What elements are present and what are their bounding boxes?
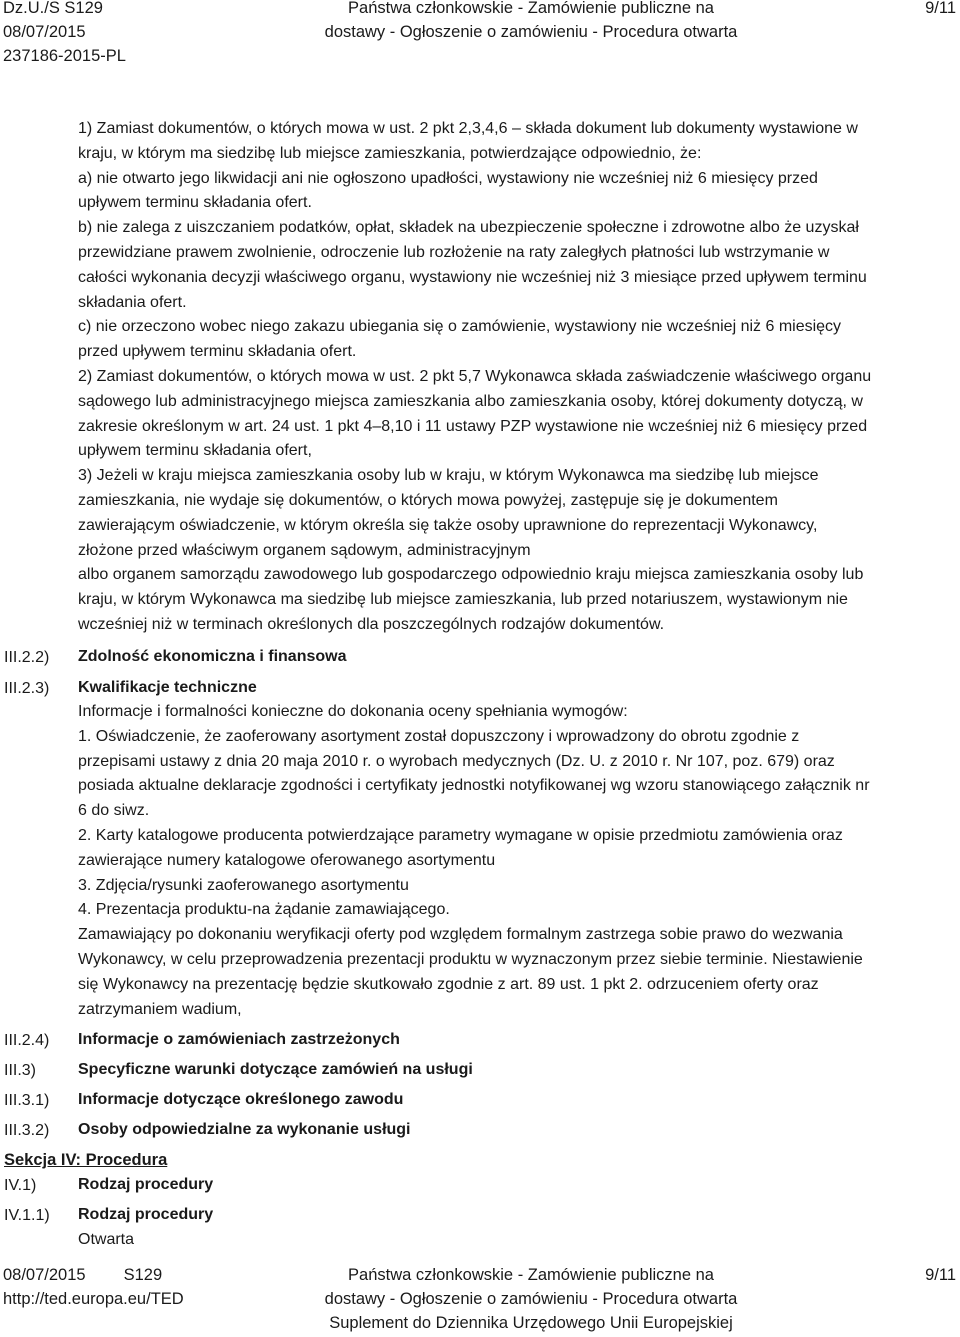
text-line: całości wykonania decyzji właściwego organu, wystawiony nie wcześniej niż 3 miesiące przed upływem terminu xyxy=(78,268,867,286)
page-header xyxy=(0,0,960,68)
text-line: wcześniej niż w terminach określonych dla poszczególnych rodzajów dokumentów. xyxy=(78,615,665,633)
text-line: złożone przed właściwym organem sądowym, administracyjnym xyxy=(78,541,531,559)
text-line: 3) Jeżeli w kraju miejsca zamieszkania osoby lub w kraju, w którym Wykonawca ma siedzibę lub miejsce xyxy=(78,467,819,485)
section-number: III.3) xyxy=(4,1062,37,1079)
section-title: Sekcja IV: Procedura xyxy=(4,1151,168,1169)
header-title-line-1: Państwa członkowskie - Zamówienie publiczne na xyxy=(348,0,714,17)
text-line: 2. Karty katalogowe producenta potwierdzające parametry wymagane w opisie przedmiotu zamówienia oraz xyxy=(78,826,843,844)
footer-title-line-1: Państwa członkowskie - Zamówienie publiczne na xyxy=(348,1266,714,1284)
text-line: Informacje i formalności konieczne do dokonania oceny spełniania wymogów: xyxy=(78,703,628,720)
text-line: 1) Zamiast dokumentów, o których mowa w ust. 2 pkt 2,3,4,6 – składa dokument lub dokumenty wystawione w xyxy=(78,120,858,137)
header-left xyxy=(3,0,126,68)
text-line: przewidziane prawem zwolnienie, odroczenie lub rozłożenie na raty zaległych płatności lub wstrzymanie w xyxy=(78,243,830,261)
text-line: upływem terminu składania ofert. xyxy=(78,194,312,212)
footer-title-line-3: Suplement do Dziennika Urzędowego Unii Europejskiej xyxy=(329,1314,733,1332)
section-heading: Kwalifikacje techniczne xyxy=(78,679,257,696)
journal-ref: Dz.U./S S129 xyxy=(3,0,103,17)
text-line: 6 do siwz. xyxy=(78,802,150,820)
text-line: przed upływem terminu składania ofert. xyxy=(78,343,357,361)
section-number: III.2.4) xyxy=(4,1032,50,1049)
section-heading: Informacje o zamówieniach zastrzeżonych xyxy=(78,1031,400,1048)
text-line: albo organem samorządu zawodowego lub gospodarczego odpowiednio kraju miejsca zamieszkania osoby lub xyxy=(78,566,864,584)
section-heading: Rodzaj procedury xyxy=(78,1176,214,1193)
procedure-type-value: Otwarta xyxy=(78,1231,135,1248)
text-line: kraju, w którym ma siedzibę lub miejsce zamieszkania, potwierdzające odpowiednio, że: xyxy=(78,144,702,162)
technical-qualifications-text xyxy=(78,700,956,1022)
text-line: zamieszkania, nie wydaje się dokumentów, o których mowa powyżej, zastępuje się je dokumentem xyxy=(78,491,778,509)
text-line: zakresie określonym w art. 24 ust. 1 pkt 4–8,10 i 11 ustawy PZP wystawione nie wcześniej niż 6 miesięcy przed xyxy=(78,417,868,435)
text-line: 4. Prezentacja produktu-na żądanie zamawiającego. xyxy=(78,901,450,919)
header-date: 08/07/2015 xyxy=(3,23,86,41)
footer-date-issue xyxy=(3,1263,184,1287)
text-line: kraju, w którym Wykonawca ma siedzibę lub miejsce zamieszkania, lub przed notariuszem, wystawionym nie xyxy=(78,591,848,609)
text-line: się Wykonawcy na prezentację będzie skutkowało zgodnie z art. 89 ust. 1 pkt 2. odrzuceniem oferty oraz xyxy=(78,975,819,993)
text-line: sądowego lub administracyjnego miejsca zamieszkania albo zamieszkania osoby, której dokumenty dotyczą, w xyxy=(78,392,863,410)
footer-title-line-2: dostawy - Ogłoszenie o zamówieniu - Procedura otwarta xyxy=(324,1290,738,1308)
text-line: c) nie orzeczono wobec niego zakazu ubiegania się o zamówienie, wystawiony nie wcześniej niż 6 miesięcy xyxy=(78,318,842,336)
section-number: IV.1.1) xyxy=(4,1207,50,1224)
footer-issue: S129 xyxy=(123,1266,163,1284)
text-line: upływem terminu składania ofert, xyxy=(78,442,312,460)
text-line: Zamawiający po dokonaniu weryfikacji oferty pod względem formalnym zastrzega sobie prawo do wezwania xyxy=(78,926,843,944)
text-line: posiada aktualne deklaracje zgodności i certyfikaty jednostki notyfikowanej wg wzoru stanowiącego załącznik nr xyxy=(78,777,870,795)
section-number: III.3.2) xyxy=(4,1122,50,1139)
section-heading: Osoby odpowiedzialne za wykonanie usługi xyxy=(78,1121,411,1138)
footer-center xyxy=(305,1263,757,1335)
section-heading: Informacje dotyczące określonego zawodu xyxy=(78,1091,404,1108)
footer-date: 08/07/2015 xyxy=(3,1266,86,1284)
header-page-number: 9/11 xyxy=(925,0,956,17)
footer-left xyxy=(3,1263,184,1311)
text-line: zawierające numery katalogowe oferowanego asortymentu xyxy=(78,851,496,869)
notice-number: 237186-2015-PL xyxy=(3,47,126,65)
section-number: III.3.1) xyxy=(4,1092,50,1109)
text-line: zawierającym oświadczenie, w którym określa się także osoby uprawnione do reprezentacji Wykonawcy, xyxy=(78,516,818,534)
header-center xyxy=(305,0,757,44)
section-number: III.2.3) xyxy=(4,680,50,697)
section-number: III.2.2) xyxy=(4,649,50,666)
text-line: zatrzymaniem wadium, xyxy=(78,1000,242,1018)
text-line: 2) Zamiast dokumentów, o których mowa w ust. 2 pkt 5,7 Wykonawca składa zaświadczenie właściwego organu xyxy=(78,367,872,385)
page-footer xyxy=(0,1263,960,1337)
text-line: Wykonawcy, w celu przeprowadzenia prezentacji produktu w wyznaczonym przez siebie terminie. Niestawienie xyxy=(78,950,863,968)
section-number: IV.1) xyxy=(4,1177,37,1194)
foreign-documents-text xyxy=(78,117,956,638)
header-title-line-2: dostawy - Ogłoszenie o zamówieniu - Procedura otwarta xyxy=(324,23,738,41)
text-line: 1. Oświadczenie, że zaoferowany asortyment został dopuszczony i wprowadzony do obrotu zgodnie z xyxy=(78,727,800,745)
footer-url: http://ted.europa.eu/TED xyxy=(3,1290,184,1308)
text-line: 3. Zdjęcia/rysunki zaoferowanego asortymentu xyxy=(78,876,409,894)
text-line: a) nie otwarto jego likwidacji ani nie ogłoszono upadłości, wystawiony nie wcześniej niż 6 miesięcy przed xyxy=(78,169,818,187)
section-heading: Specyficzne warunki dotyczące zamówień na usługi xyxy=(78,1061,473,1078)
section-heading: Rodzaj procedury xyxy=(78,1206,214,1223)
text-line: składania ofert. xyxy=(78,293,187,311)
text-line: b) nie zalega z uiszczaniem podatków, opłat, składek na ubezpieczenie społeczne i zdrowotne albo że uzyskał xyxy=(78,219,859,237)
footer-page-number: 9/11 xyxy=(925,1266,956,1284)
text-line: przepisami ustawy z dnia 20 maja 2010 r. o wyrobach medycznych (Dz. U. z 2010 r. Nr 107, poz. 679) oraz xyxy=(78,752,835,770)
section-heading: Zdolność ekonomiczna i finansowa xyxy=(78,648,347,665)
